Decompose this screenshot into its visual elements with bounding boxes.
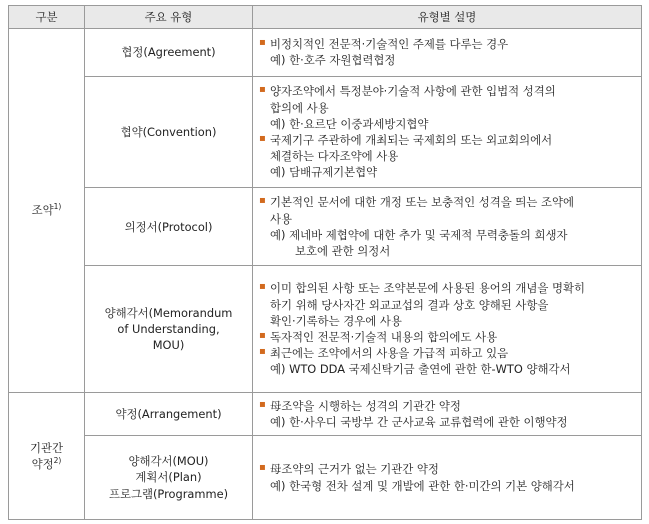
type-cell bbox=[85, 436, 253, 520]
bullet-text: 최근에는 조약에서의 사용을 가급적 피하고 있음 bbox=[270, 346, 509, 361]
type-label: 협약(Convention) bbox=[120, 124, 217, 139]
square-bullet-icon: ▪ bbox=[259, 462, 266, 474]
table-row bbox=[9, 392, 642, 436]
table-row bbox=[9, 188, 642, 266]
bullet-text: 비정치적인 전문적·기술적인 주제를 다루는 경우 bbox=[270, 37, 509, 52]
category-cell bbox=[9, 29, 85, 393]
bullet-item bbox=[259, 398, 637, 414]
continuation-line: 체결하는 다자조약에 사용 bbox=[270, 149, 399, 164]
bullet-text: 국제기구 주관하에 개최되는 국제회의 또는 외교회의에서 bbox=[270, 132, 553, 147]
bullet-item bbox=[259, 36, 637, 52]
continuation-line: 하기 위해 당사자간 외교교섭의 결과 상호 양해된 사항을 bbox=[270, 297, 549, 312]
example-line: 예) 한·호주 자원협력협정 bbox=[270, 53, 396, 68]
header-type-description: 유형별 설명 bbox=[253, 6, 642, 29]
type-label: 계획서(Plan) bbox=[135, 470, 202, 485]
type-label: MOU) bbox=[152, 338, 185, 353]
bullet-item bbox=[259, 329, 637, 345]
table-row bbox=[9, 76, 642, 187]
bullet-text: 이미 합의된 사항 또는 조약본문에 사용된 용어의 개념을 명확히 bbox=[270, 281, 586, 296]
category-cell bbox=[9, 392, 85, 519]
square-bullet-icon: ▪ bbox=[259, 281, 266, 293]
square-bullet-icon: ▪ bbox=[259, 398, 266, 410]
square-bullet-icon: ▪ bbox=[259, 346, 266, 358]
example-line: 예) 담배규제기본협약 bbox=[270, 165, 378, 180]
type-label: 약정(Arrangement) bbox=[115, 406, 222, 421]
continuation-line: 합의에 사용 bbox=[270, 100, 329, 115]
bullet-text: 기본적인 문서에 대한 개정 또는 보충적인 성격을 띄는 조약에 bbox=[270, 195, 575, 210]
square-bullet-icon: ▪ bbox=[259, 37, 266, 49]
example-line: 예) 제네바 제협약에 대한 추가 및 국제적 무력충돌의 희생자 bbox=[270, 227, 568, 242]
footnote-marker: 1) bbox=[53, 202, 62, 212]
example-line: 예) 한·요르단 이중과세방지협약 bbox=[270, 116, 429, 131]
bullet-text: 母조약의 근거가 없는 기관간 약정 bbox=[270, 462, 439, 477]
bullet-item bbox=[259, 132, 637, 148]
treaty-types-table bbox=[8, 5, 642, 520]
bullet-item bbox=[259, 345, 637, 361]
continuation-line: 보호에 관한 의정서 bbox=[295, 243, 391, 258]
bullet-item bbox=[259, 83, 637, 99]
type-cell bbox=[85, 76, 253, 187]
example-line: 예) 한·사우디 국방부 간 군사교육 교류협력에 관한 이행약정 bbox=[270, 414, 568, 429]
description-cell bbox=[253, 29, 642, 77]
table-row bbox=[9, 266, 642, 392]
type-label: 양해각서(Memorandum bbox=[104, 305, 233, 320]
description-cell bbox=[253, 188, 642, 266]
header-row bbox=[9, 6, 642, 29]
description-cell bbox=[253, 76, 642, 187]
continuation-line: 확인·기록하는 경우에 사용 bbox=[270, 313, 402, 328]
example-line: 예) 한국형 전차 설계 및 개발에 관한 한·미간의 기본 양해각서 bbox=[270, 478, 575, 493]
description-cell bbox=[253, 392, 642, 436]
type-label: of Understanding, bbox=[117, 321, 220, 336]
description-cell bbox=[253, 436, 642, 520]
table-row bbox=[9, 436, 642, 520]
square-bullet-icon: ▪ bbox=[259, 330, 266, 341]
type-cell bbox=[85, 29, 253, 77]
type-label: 프로그램(Programme) bbox=[108, 486, 229, 501]
type-cell bbox=[85, 266, 253, 392]
example-line: 예) WTO DDA 국제신탁기금 출연에 관한 한-WTO 양해각서 bbox=[270, 362, 571, 377]
table-row bbox=[9, 29, 642, 77]
continuation-line: 사용 bbox=[270, 211, 293, 226]
bullet-text: 독자적인 전문적·기술적 내용의 합의에도 사용 bbox=[270, 330, 498, 344]
square-bullet-icon: ▪ bbox=[259, 84, 266, 96]
square-bullet-icon: ▪ bbox=[259, 195, 266, 207]
type-label: 협정(Agreement) bbox=[121, 45, 216, 60]
category-label: 기관간 bbox=[29, 440, 63, 455]
category-label: 약정 bbox=[31, 456, 54, 471]
type-label: 양해각서(MOU) bbox=[128, 454, 209, 469]
bullet-item bbox=[259, 461, 637, 477]
square-bullet-icon: ▪ bbox=[259, 132, 266, 144]
type-cell bbox=[85, 188, 253, 266]
bullet-text: 양자조약에서 특정분야·기술적 사항에 관한 입법적 성격의 bbox=[270, 84, 556, 99]
header-main-type: 주요 유형 bbox=[85, 6, 253, 29]
bullet-item bbox=[259, 194, 637, 210]
header-category: 구분 bbox=[9, 6, 85, 29]
description-cell bbox=[253, 266, 642, 392]
type-label: 의정서(Protocol) bbox=[124, 219, 213, 234]
footnote-marker: 2) bbox=[53, 455, 62, 465]
bullet-text: 母조약을 시행하는 성격의 기관간 약정 bbox=[270, 398, 461, 413]
type-cell bbox=[85, 392, 253, 436]
bullet-item bbox=[259, 280, 637, 296]
category-label: 조약 bbox=[31, 203, 54, 218]
